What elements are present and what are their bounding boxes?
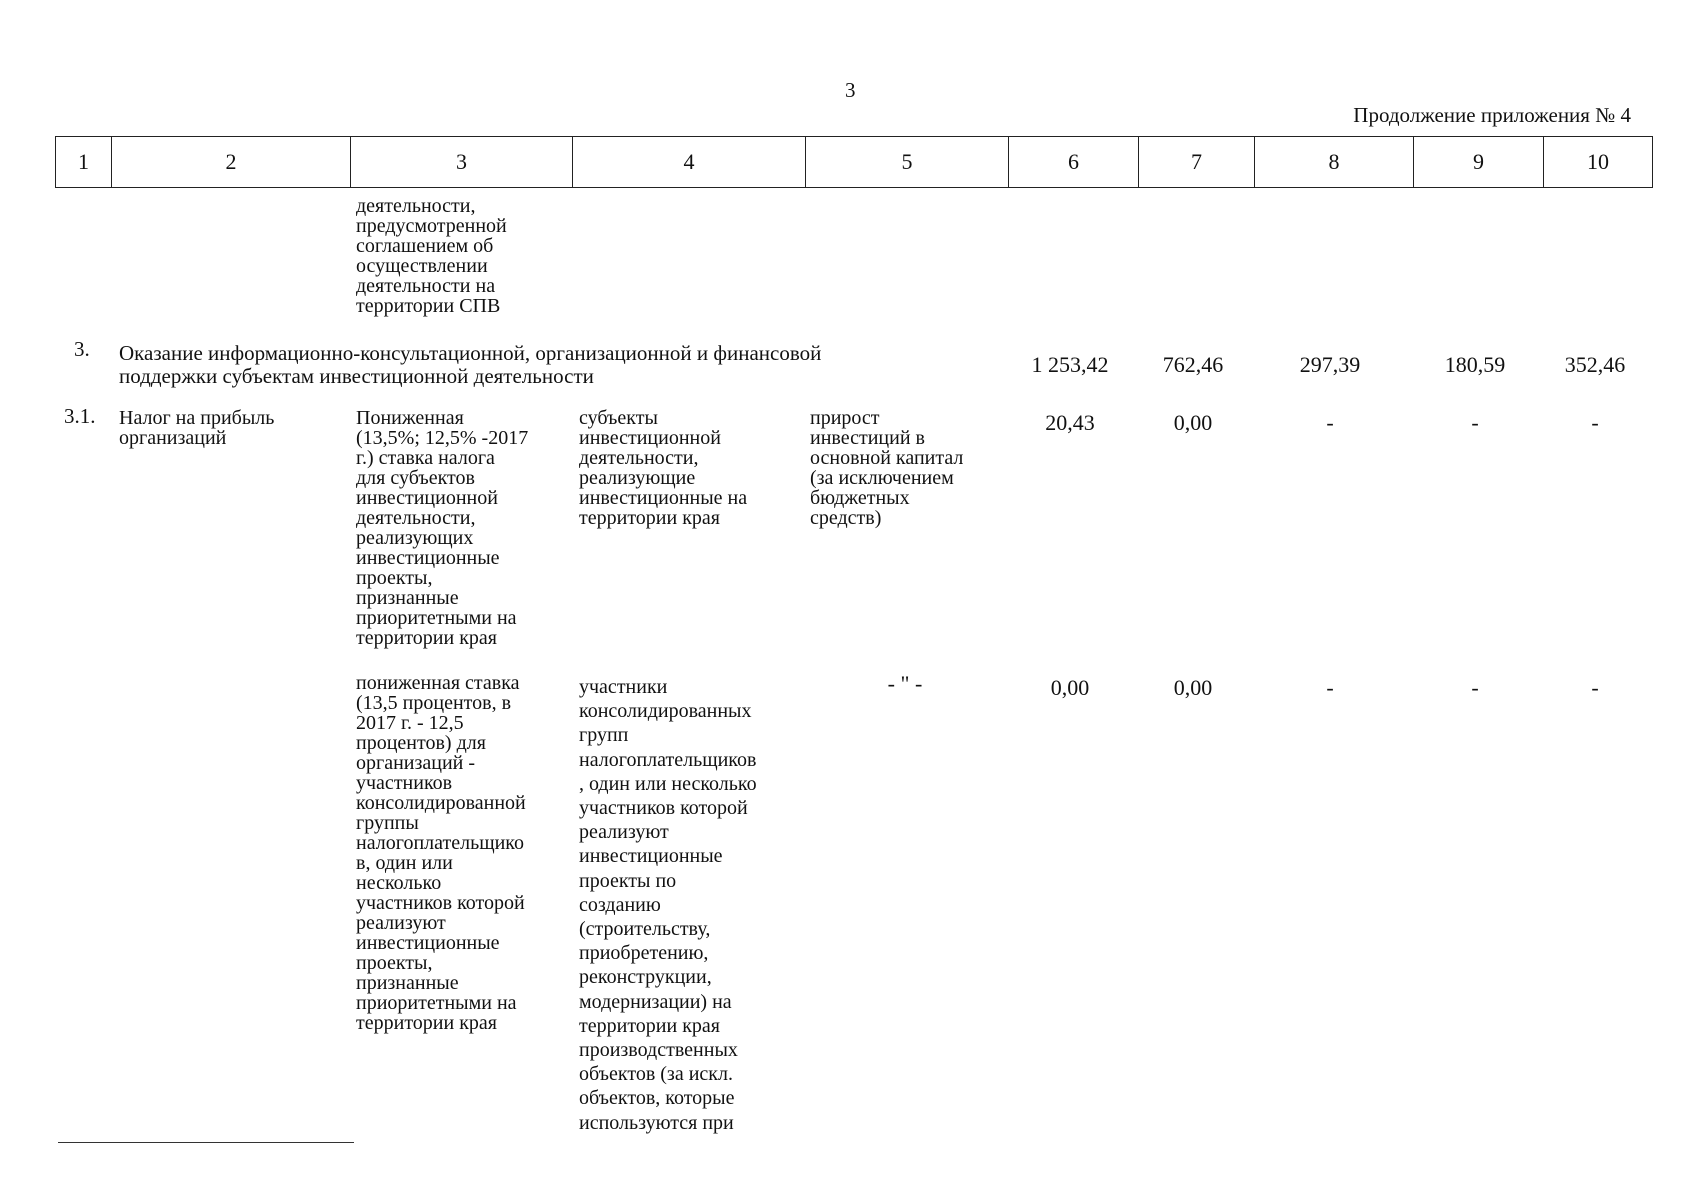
row3-title: Оказание информационно-консультационной, организационной и финансовой поддержки субъектам инвестиционной деятельности bbox=[119, 341, 822, 388]
row31-number: 3.1. bbox=[64, 404, 96, 428]
col-header-9: 9 bbox=[1414, 137, 1544, 188]
row31-tax-name: Налог на прибыль организаций bbox=[119, 407, 275, 449]
row31b-col6-value: 0,00 bbox=[1050, 675, 1090, 700]
row31b-col7-value: 0,00 bbox=[1173, 675, 1213, 700]
col-header-7: 7 bbox=[1139, 137, 1255, 188]
row31-col7-value: 0,00 bbox=[1173, 410, 1213, 435]
row3-number: 3. bbox=[74, 337, 90, 361]
row31-col9-value: - bbox=[1471, 410, 1479, 435]
row31b-col5-ditto: - " - bbox=[887, 671, 923, 696]
col-header-10: 10 bbox=[1544, 137, 1653, 188]
row3-col7-value: 762,46 bbox=[1162, 352, 1224, 377]
row31-benefit-description: Пониженная (13,5%; 12,5% -2017 г.) ставка налога для субъектов инвестиционной деятельности, реализующих инвестиционные проекты, признанные приоритетными на территории края bbox=[356, 407, 529, 649]
col-header-1: 1 bbox=[56, 137, 112, 188]
column-header-row bbox=[56, 137, 1653, 188]
carryover-col3-text: деятельности, предусмотренной соглашением об осуществлении деятельности на территории СПВ bbox=[356, 195, 507, 317]
col-header-2: 2 bbox=[112, 137, 351, 188]
column-header-table bbox=[55, 136, 1653, 188]
col-header-5: 5 bbox=[806, 137, 1009, 188]
page-number: 3 bbox=[845, 78, 856, 102]
footnote-separator bbox=[58, 1142, 354, 1143]
row3-col6-value: 1 253,42 bbox=[1031, 352, 1109, 377]
row3-col8-value: 297,39 bbox=[1299, 352, 1361, 377]
col-header-6: 6 bbox=[1009, 137, 1139, 188]
row31-indicator: прирост инвестиций в основной капитал (за исключением бюджетных средств) bbox=[810, 407, 964, 529]
row31-col6-value: 20,43 bbox=[1045, 410, 1095, 435]
row3-col10-value: 352,46 bbox=[1564, 352, 1626, 377]
row31b-col9-value: - bbox=[1471, 675, 1479, 700]
continuation-label: Продолжение приложения № 4 bbox=[1353, 103, 1631, 127]
row31b-beneficiaries: участники консолидированных групп налогоплательщиков , один или несколько участников которой реализуют инвестиционные проекты по созданию (строительству, приобретению, реконструкции, модернизации) на территории края производственных объектов (за искл. объектов, которые используются при bbox=[579, 676, 757, 1134]
row31-col10-value: - bbox=[1591, 410, 1599, 435]
col-header-4: 4 bbox=[573, 137, 806, 188]
col-header-8: 8 bbox=[1255, 137, 1414, 188]
row31-beneficiaries: субъекты инвестиционной деятельности, реализующие инвестиционные на территории края bbox=[579, 407, 748, 529]
row31b-col8-value: - bbox=[1326, 675, 1334, 700]
row31b-benefit-description: пониженная ставка (13,5 процентов, в 2017 г. - 12,5 процентов) для организаций - участников консолидированной группы налогоплательщико в, один или несколько участников которой реализуют инвестиционные проекты, признанные приоритетными на территории края bbox=[356, 672, 526, 1034]
col-header-3: 3 bbox=[351, 137, 573, 188]
row3-col9-value: 180,59 bbox=[1444, 352, 1506, 377]
row31b-col10-value: - bbox=[1591, 675, 1599, 700]
row31-col8-value: - bbox=[1326, 410, 1334, 435]
